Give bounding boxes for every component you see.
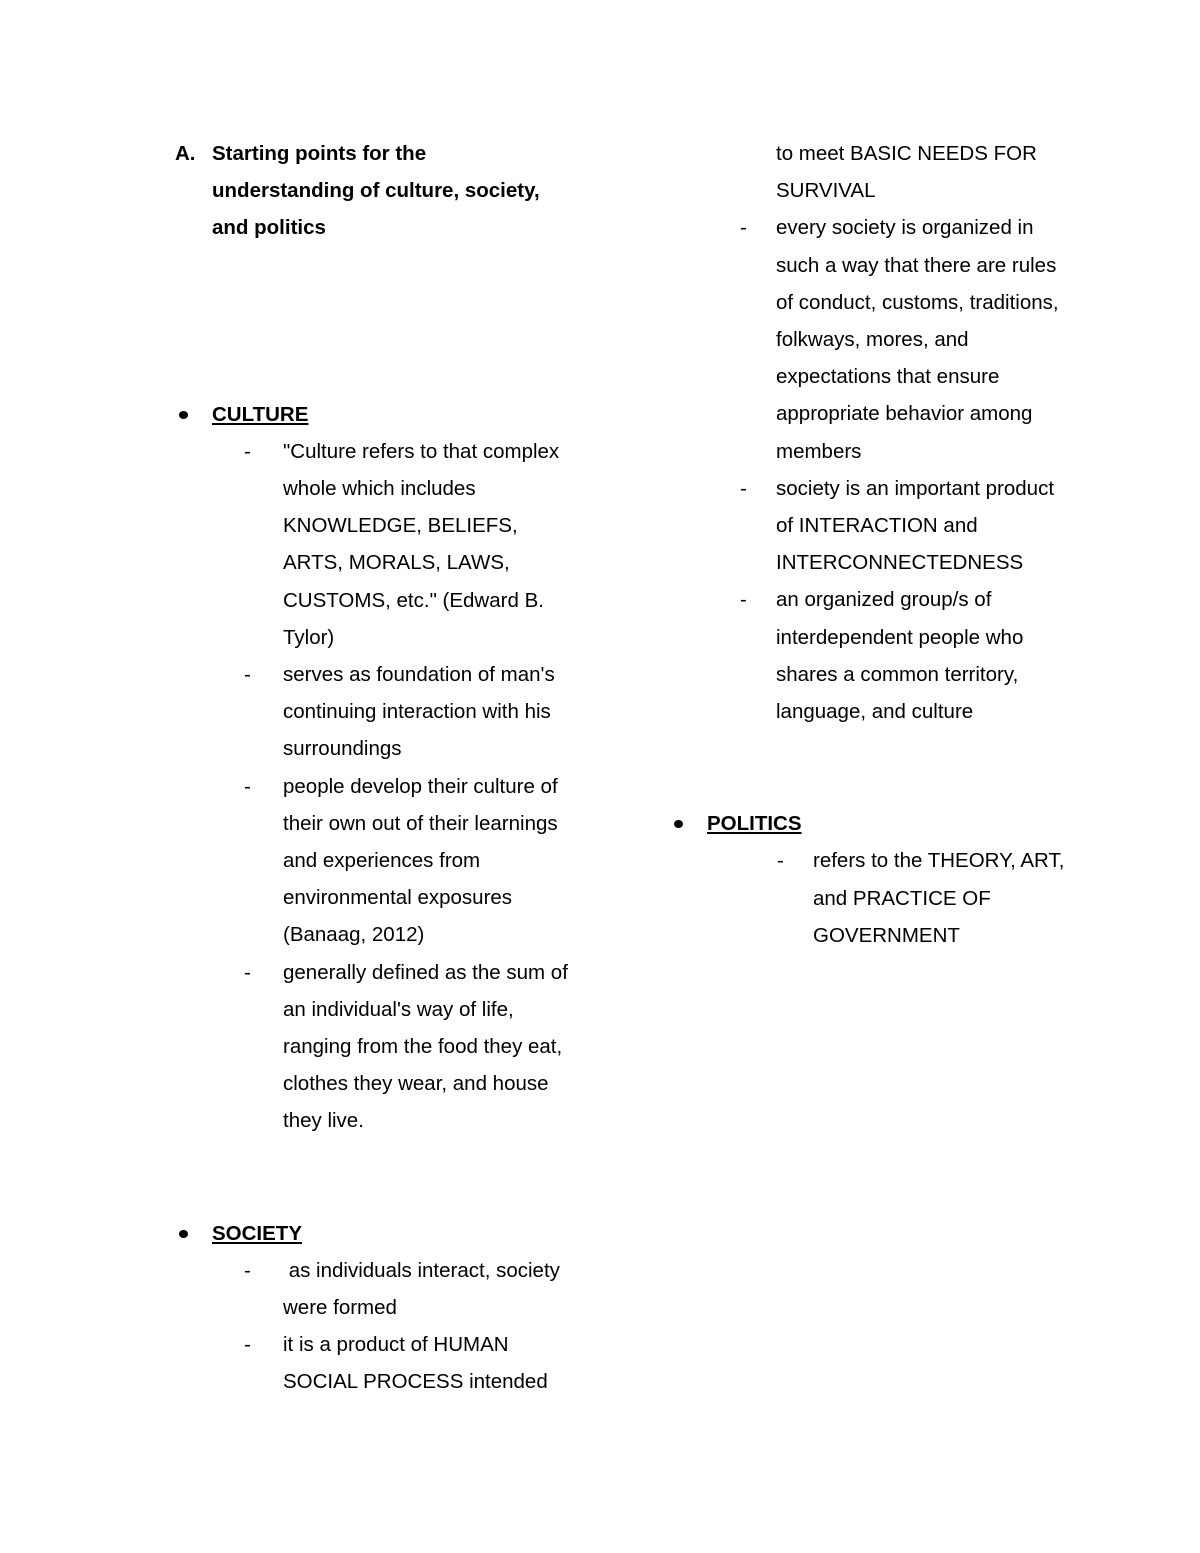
culture-section: [175, 396, 595, 1140]
list-item-text: an organized group/s of interdependent people who shares a common territory, language, and culture: [776, 588, 1024, 724]
society-title: SOCIETY: [212, 1221, 302, 1245]
list-item: [212, 768, 595, 954]
society-section: [175, 1215, 595, 1401]
dash-marker: -: [244, 663, 251, 687]
list-item-text: people develop their culture of their own out of their learnings and experiences from environmental exposures (Banaag, 2012): [283, 774, 558, 947]
culture-list: [212, 433, 595, 1140]
list-item-text: as individuals interact, society were formed: [283, 1258, 566, 1320]
dash-marker: -: [740, 476, 747, 500]
heading-text: Starting points for the understanding of culture, society, and politics: [212, 142, 540, 240]
dash-marker: -: [244, 1258, 251, 1282]
left-column: [175, 135, 595, 1401]
dash-marker: -: [777, 849, 784, 873]
list-item: [670, 470, 1100, 582]
list-item-text: refers to the THEORY, ART, and PRACTICE OF GOVERNMENT: [813, 849, 1065, 947]
society-list-continued: [670, 209, 1100, 730]
politics-section: [670, 805, 1100, 954]
spacer: [670, 730, 1100, 805]
right-column: [670, 135, 1100, 954]
list-item-text: serves as foundation of man's continuing interaction with his surroundings: [283, 663, 555, 761]
heading-marker: A.: [175, 142, 196, 165]
bullet-icon: [179, 411, 188, 419]
list-item: [212, 1252, 595, 1326]
dash-marker: -: [244, 960, 251, 984]
list-item: [212, 656, 595, 768]
spacer: [175, 1140, 595, 1215]
list-item: [707, 842, 1100, 954]
bullet-icon: [179, 1230, 188, 1238]
dash-marker: -: [740, 588, 747, 612]
spacer: [175, 247, 595, 396]
list-item-text: every society is organized in such a way that there are rules of conduct, customs, traditions, folkways, mores, and expectations that ensure appropriate behavior among members: [776, 216, 1059, 463]
politics-list: [707, 842, 1100, 954]
culture-title: CULTURE: [212, 402, 309, 426]
list-item-text: society is an important product of INTERACTION and INTERCONNECTEDNESS: [776, 476, 1055, 575]
list-item: [212, 1326, 595, 1400]
society-continuation: to meet BASIC NEEDS FOR SURVIVAL: [776, 142, 1037, 203]
society-list: [212, 1252, 595, 1401]
dash-marker: -: [244, 774, 251, 798]
dash-marker: -: [244, 439, 251, 463]
list-item: [670, 581, 1100, 730]
dash-marker: -: [740, 216, 747, 240]
list-item: [212, 433, 595, 656]
dash-marker: -: [244, 1333, 251, 1357]
list-item: [670, 209, 1100, 469]
bullet-icon: [674, 820, 683, 828]
section-heading: [175, 135, 595, 247]
list-item: [212, 954, 595, 1140]
list-item-text: generally defined as the sum of an individual's way of life, ranging from the food they eat, clothes they wear, and house they live.: [283, 960, 568, 1133]
politics-title: POLITICS: [707, 812, 802, 836]
list-item-text: "Culture refers to that complex whole which includes KNOWLEDGE, BELIEFS, ARTS, MORALS, LAWS, CUSTOMS, etc." (Edward B. Tylor): [283, 439, 560, 649]
list-item-text: it is a product of HUMAN SOCIAL PROCESS intended: [283, 1333, 548, 1394]
